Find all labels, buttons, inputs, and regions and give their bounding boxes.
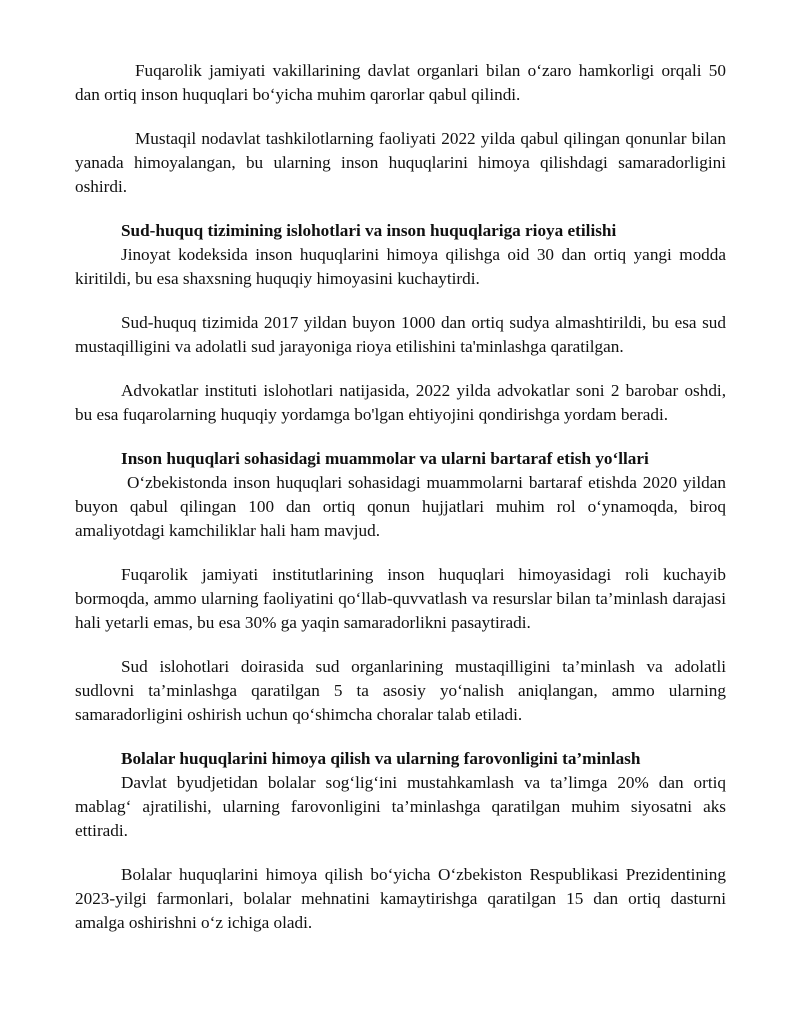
paragraph: Bolalar huquqlarini himoya qilish bo‘yicha O‘zbekiston Respublikasi Prezidentining 2023-yilgi farmonlari, bolalar mehnatini kamaytirishga qaratilgan 15 dan ortiq dasturni amalga oshirishni o‘z ichiga oladi. [75, 865, 726, 932]
paragraph: O‘zbekistonda inson huquqlari sohasidagi muammolarni bartaraf etishda 2020 yildan buyon qabul qilingan 100 dan ortiq qonun hujjatlari muhim rol o‘ynamoqda, biroq amaliyotdagi kamchiliklar hali ham mavjud. [75, 473, 726, 540]
paragraph: Sud islohotlari doirasida sud organlarining mustaqilligini ta’minlash va adolatli sudlovni ta’minlashga qaratilgan 5 ta asosiy yo‘nalish aniqlangan, ammo ularning samaradorligini oshirish uchun qo‘shimcha choralar talab etiladi. [75, 657, 726, 724]
paragraph: Advokatlar instituti islohotlari natijasida, 2022 yilda advokatlar soni 2 barobar oshdi, bu esa fuqarolarning huquqiy yordamga bo'lgan ehtiyojini qondirishga yordam beradi. [75, 381, 726, 424]
section-heading: Inson huquqlari sohasidagi muammolar va ularni bartaraf etish yo‘llari [121, 449, 649, 468]
paragraph: Sud-huquq tizimida 2017 yildan buyon 1000 dan ortiq sudya almashtirildi, bu esa sud mustaqilligini va adolatli sud jarayoniga rioya etilishini ta'minlashga qaratilgan. [75, 313, 726, 356]
paragraph: Jinoyat kodeksida inson huquqlarini himoya qilishga oid 30 dan ortiq yangi modda kiritildi, bu esa shaxsning huquqiy himoyasini kuchaytirdi. [75, 245, 726, 288]
paragraph: Fuqarolik jamiyati vakillarining davlat organlari bilan o‘zaro hamkorligi orqali 50 dan ortiq inson huquqlari bo‘yicha muhim qarorlar qabul qilindi. [75, 61, 726, 104]
paragraph: Fuqarolik jamiyati institutlarining inson huquqlari himoyasidagi roli kuchayib bormoqda, ammo ularning faoliyatini qo‘llab-quvvatlash va resurslar bilan ta’minlash darajasi hali yetarli emas, bu esa 30% ga yaqin samaradorlikni pasaytiradi. [75, 565, 726, 632]
paragraph: Mustaqil nodavlat tashkilotlarning faoliyati 2022 yilda qabul qilingan qonunlar bilan yanada himoyalangan, bu ularning inson huquqlarini himoya qilishdagi samaradorligini oshirdi. [75, 129, 726, 196]
section-heading: Bolalar huquqlarini himoya qilish va ularning farovonligini ta’minlash [121, 749, 641, 768]
section-heading: Sud-huquq tizimining islohotlari va inson huquqlariga rioya etilishi [121, 221, 617, 240]
paragraph: Davlat byudjetidan bolalar sog‘lig‘ini mustahkamlash va ta’limga 20% dan ortiq mablag‘ ajratilishi, ularning farovonligini ta’minlashga qaratilgan muhim siyosatni aks ettiradi. [75, 773, 726, 840]
document-page [75, 59, 726, 935]
